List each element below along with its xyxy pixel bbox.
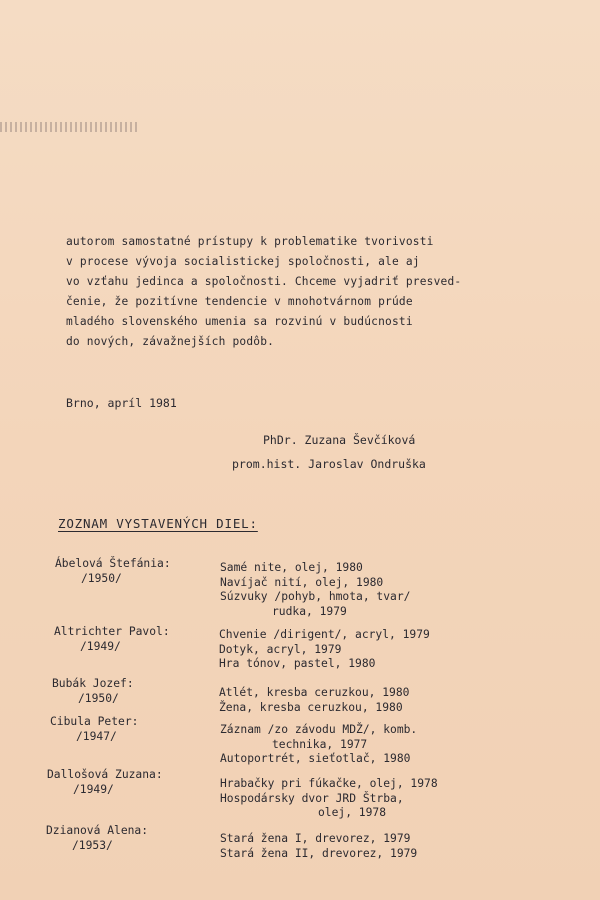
works-list <box>220 777 438 821</box>
artist-name: Dzianová Alena: <box>46 824 149 837</box>
artist-name: Ábelová Štefánia: <box>55 557 171 570</box>
artist-name: Dallošová Zuzana: <box>47 768 163 781</box>
work-item: Záznam /zo závodu MDŽ/, komb. <box>220 723 418 736</box>
work-item: Samé nite, olej, 1980 <box>220 561 363 574</box>
work-item: technika, 1977 <box>272 737 368 751</box>
signature-1: PhDr. Zuzana Ševčíková <box>263 433 416 447</box>
work-item: Súzvuky /pohyb, hmota, tvar/ <box>220 590 411 603</box>
artist-entry <box>46 824 148 853</box>
work-item: olej, 1978 <box>318 806 387 819</box>
work-item: Hrabačky pri fúkačke, olej, 1978 <box>220 777 438 790</box>
work-item: Stará žena I, drevorez, 1979 <box>220 832 411 845</box>
artist-entry <box>47 768 163 797</box>
intro-paragraph <box>66 232 486 352</box>
artist-year: /1953/ <box>72 838 113 852</box>
artist-name: Cibula Peter: <box>50 715 139 728</box>
work-item: rudka, 1979 <box>272 604 347 618</box>
intro-line: mladého slovenského umenia sa rozvinú v budúcnosti <box>66 315 413 328</box>
intro-line: čenie, že pozitívne tendencie v mnohotvárnom prúde <box>66 295 413 308</box>
artist-year: /1950/ <box>81 571 122 585</box>
works-list-heading: ZOZNAM VYSTAVENÝCH DIEL: <box>58 516 258 531</box>
work-item: Atlét, kresba ceruzkou, 1980 <box>219 686 410 699</box>
intro-line: v procese vývoja socialistickej spoločnosti, ale aj <box>66 255 420 268</box>
works-list <box>220 723 417 767</box>
work-item: Chvenie /dirigent/, acryl, 1979 <box>219 628 430 641</box>
signature-2: prom.hist. Jaroslav Ondruška <box>232 457 426 471</box>
work-item: Autoportrét, sieťotlač, 1980 <box>220 752 411 765</box>
work-item: Hra tónov, pastel, 1980 <box>219 657 376 670</box>
works-list <box>220 561 410 619</box>
works-list <box>220 832 417 861</box>
works-list <box>219 628 430 672</box>
artist-year: /1947/ <box>76 729 117 743</box>
intro-line: autorom samostatné prístupy k problematike tvorivosti <box>66 235 434 248</box>
work-item: Stará žena II, drevorez, 1979 <box>220 846 418 860</box>
print-smudge <box>0 122 140 132</box>
work-item: Dotyk, acryl, 1979 <box>219 642 342 656</box>
work-item: Navíjač nití, olej, 1980 <box>220 575 384 589</box>
artist-entry <box>50 715 138 744</box>
works-list <box>219 686 409 715</box>
artist-entry <box>54 625 170 654</box>
artist-entry <box>55 557 171 586</box>
artist-year: /1950/ <box>78 691 119 705</box>
work-item: Žena, kresba ceruzkou, 1980 <box>219 700 403 714</box>
artist-name: Altrichter Pavol: <box>54 625 170 638</box>
artist-year: /1949/ <box>80 639 121 653</box>
artist-entry <box>52 677 134 706</box>
intro-line: do nových, závažnejších podôb. <box>66 335 275 348</box>
artist-name: Bubák Jozef: <box>52 677 134 690</box>
artist-year: /1949/ <box>73 782 114 796</box>
intro-line: vo vzťahu jedinca a spoločnosti. Chceme vyjadriť presved- <box>66 275 462 288</box>
work-item: Hospodársky dvor JRD Štrba, <box>220 791 404 805</box>
place-date: Brno, apríl 1981 <box>66 396 177 410</box>
